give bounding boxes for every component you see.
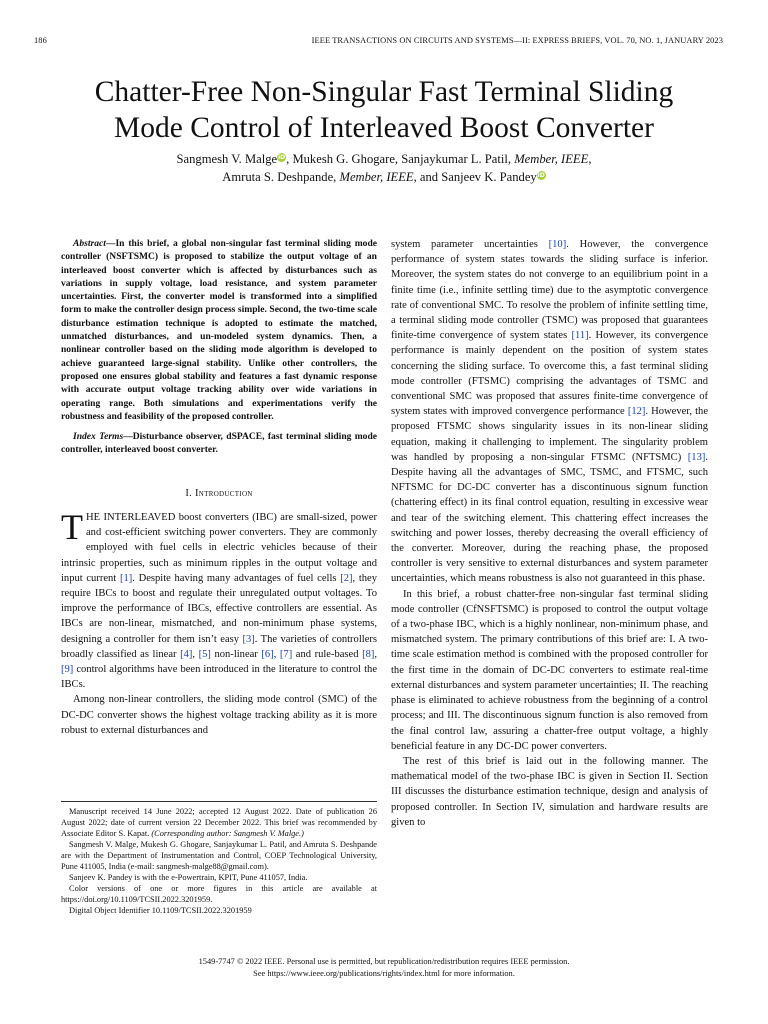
citation-link[interactable]: [8]	[362, 648, 375, 660]
orcid-icon[interactable]: iD	[537, 172, 545, 179]
rights-link-line: See https://www.ieee.org/publications/rights/index.html for more information.	[253, 968, 515, 978]
author-name: Sangmesh V. Malge	[176, 152, 278, 166]
intro-paragraph: THE INTERLEAVED boost converters (IBC) are small-sized, power and cost-efficient switching power converters. They are commonly employed with fuel cells in electric vehicles because of their intrinsic properties, such as minimum ripples in the output voltage and input current [1]. Despite having many advantages of fuel cells [2], they require IBCs to boost and regulate their unregulated output voltages. To improve the performance of IBCs, effective controllers are essential. As IBCs are non-linear, mismatched, and non-minimum phase systems, designing a controller for them isn’t easy [3]. The varieties of controllers broadly classified as linear [4], [5] non-linear [6], [7] and rule-based [8], [9] control algorithms have been introduced in the literature to control the IBCs.	[61, 506, 378, 691]
citation-link[interactable]: [9]	[61, 663, 74, 675]
citation-link[interactable]: [2]	[340, 572, 353, 584]
running-header: IEEE TRANSACTIONS ON CIRCUITS AND SYSTEMS—II: EXPRESS BRIEFS, VOL. 70, NO. 1, JANUARY 2023	[311, 36, 723, 45]
left-column	[61, 237, 377, 738]
right-column	[391, 237, 708, 830]
copyright-footer	[40, 956, 728, 979]
abstract-text: —In this brief, a global non-singular fast terminal sliding mode controller (NSFTSMC) is proposed to stabilize the output voltage of an interleaved boost converter which is affected by disturbances such as variations in supply voltage, load resistance, and system parameter uncertainties. First, the converter model is transformed into a simplified form to make the controller design process simple. Second, the two-time scale disturbance estimation technique is adopted to estimate the matched, unmatched disturbances, and un-modeled system dynamics. Then, a nonlinear controller based on the sliding mode algorithm is developed to achieve guaranteed large-signal stability. Unlike other controllers, the proposed one ensures global stability and features a fast dynamic response with accurate output voltage tracking ability over wide variations in operating range. Both simulations and experimentations verify the robustness and feasibility of the proposed controller.	[61, 238, 377, 422]
author-names: , and Sanjeev K. Pandey	[413, 170, 537, 184]
intro-paragraph: Among non-linear controllers, the sliding mode control (SMC) of the DC-DC converter shows the highest voltage tracking ability as it is more robust to external disturbances and	[61, 694, 377, 736]
author-names: , Mukesh G. Ghogare, Sanjaykumar L. Patil,	[286, 152, 515, 166]
page-number: 186	[34, 36, 47, 45]
citation-link[interactable]: [13]	[687, 451, 706, 463]
citation-link[interactable]: [7]	[279, 648, 293, 660]
section-heading: I. Introduction	[185, 487, 253, 499]
footnote: Color versions of one or more figures in this article are available at https://doi.org/10.1109/TCSII.2022.3201959.	[61, 884, 377, 904]
footnote: Manuscript received 14 June 2022; accepted 12 August 2022. Date of publication 26 August 2022; date of current version 22 December 2022. This brief was recommended by Associate Editor S. Kapat. (Corresponding author: Sangmesh V. Malge.)	[61, 807, 377, 838]
author-name: Amruta S. Deshpande,	[222, 170, 340, 184]
orcid-icon[interactable]: iD	[278, 154, 286, 161]
index-terms	[61, 430, 377, 457]
citation-link[interactable]: [4]	[180, 648, 193, 660]
citation-link[interactable]: [12]	[627, 406, 646, 418]
index-terms-text: —Disturbance observer, dSPACE, fast terminal sliding mode controller, interleaved boost converter.	[61, 431, 378, 456]
citation-link[interactable]: [1]	[119, 572, 133, 584]
abstract-label: Abstract	[73, 238, 106, 249]
author-list: Sangmesh V. MalgeiD, Mukesh G. Ghogare, Sanjaykumar L. Patil, Member, IEEE, Amruta S. Deshpande, Member, IEEE, and Sanjeev K. PandeyiD	[176, 152, 592, 184]
footnotes	[61, 806, 377, 916]
title-line-2: Mode Control of Interleaved Boost Converter	[114, 112, 654, 144]
author-membership: Member, IEEE	[339, 170, 414, 184]
citation-link[interactable]: [6]	[261, 648, 274, 660]
body-paragraph: The rest of this brief is laid out in the following manner. The mathematical model of the two-phase IBC is given in Section II. Section III discusses the disturbance estimation technique, design and analysis of proposed controller. In Section IV, simulation and hardware results are given to	[391, 755, 708, 828]
index-terms-label: Index Terms	[73, 431, 124, 443]
footnote: Sangmesh V. Malge, Mukesh G. Ghogare, Sanjaykumar L. Patil, and Amruta S. Deshpande are with the Department of Instrumentation and Control, COEP Technological University, Pune 411005, India (e-mail: sangmesh-malge88@gmail.com).	[61, 840, 377, 871]
title-line-1: Chatter-Free Non-Singular Fast Terminal Sliding	[94, 76, 674, 108]
citation-link[interactable]: [10]	[548, 239, 567, 250]
body-paragraph: In this brief, a robust chatter-free non-singular fast terminal sliding mode controller (CfNSFTSMC) is proposed to control the output voltage of a two-phase IBC, which is a highly nonlinear, non-minimum phase, and mismatched system. The primary contributions of this brief are: I. A two-time scale estimation method is combined with the proposed controller for the first time in the domain of DC-DC converters to estimate real-time external disturbances and system parameter uncertainties; II. The reaching phase is eliminated to achieve robustness from the beginning of a control process; and III. The discontinuous signum function is also removed from the final control law, assuring a chatter-free output voltage, a highly beneficial feature in any DC-DC power converters.	[391, 588, 708, 752]
author-membership: Member, IEEE	[514, 152, 589, 166]
body-paragraph: system parameter uncertainties [10]. However, the convergence performance of system states towards the sliding surface is inferior. Moreover, the system states do not converge to an equilibrium point in a finite time (i.e., infinite settling time) due to the asymptotic convergence rate of conventional SMC. To resolve the problem of infinite settling time, a terminal sliding mode controller (TSMC) was proposed that guarantees finite-time convergence of system states [11]. However, its convergence performance is mainly dependent on the position of system states concerning the sliding surface. To overcome this, a fast terminal sliding mode controller (FTSMC) comprising the advantages of TSMC and conventional SMC was proposed that assures finite-time convergence of system states with improved convergence performance [12]. However, the proposed FTSMC shows singularity issues in its non-linear sliding equation, making it challenging to implement. The singularity problem was handled by proposing a non-singular FTSMC (NFTSMC) [13]. Despite having all the advantages of SMC, TSMC, and FTSMC, such NFTSMC for DC-DC converter has a discontinuous signum function (chattering effect) in its final control equation, resulting in excessive wear and tear of the switching element. This chattering effect increases the switching and power losses, thereby decreasing the overall efficiency of the converter. Moreover, during the reaching phase, the proposed controller is very sensitive to external disturbances and system parameter uncertainties, which means robustness is also not guaranteed in this phase.	[391, 239, 708, 585]
citation-link[interactable]: [5]	[198, 648, 211, 660]
footnote: Sanjeev K. Pandey is with the e-Powertrain, KPIT, Pune 411057, India.	[69, 873, 308, 882]
drop-cap: T	[61, 506, 83, 547]
copyright-line: 1549-7747 © 2022 IEEE. Personal use is permitted, but republication/redistribution requires IEEE permission.	[198, 957, 570, 966]
abstract	[61, 237, 377, 423]
citation-link[interactable]: [3]	[242, 633, 255, 645]
paper-title	[40, 74, 728, 146]
citation-link[interactable]: [11]	[571, 330, 589, 342]
footnote-rule	[61, 801, 377, 802]
footnote: Digital Object Identifier 10.1109/TCSII.2022.3201959	[69, 906, 252, 915]
